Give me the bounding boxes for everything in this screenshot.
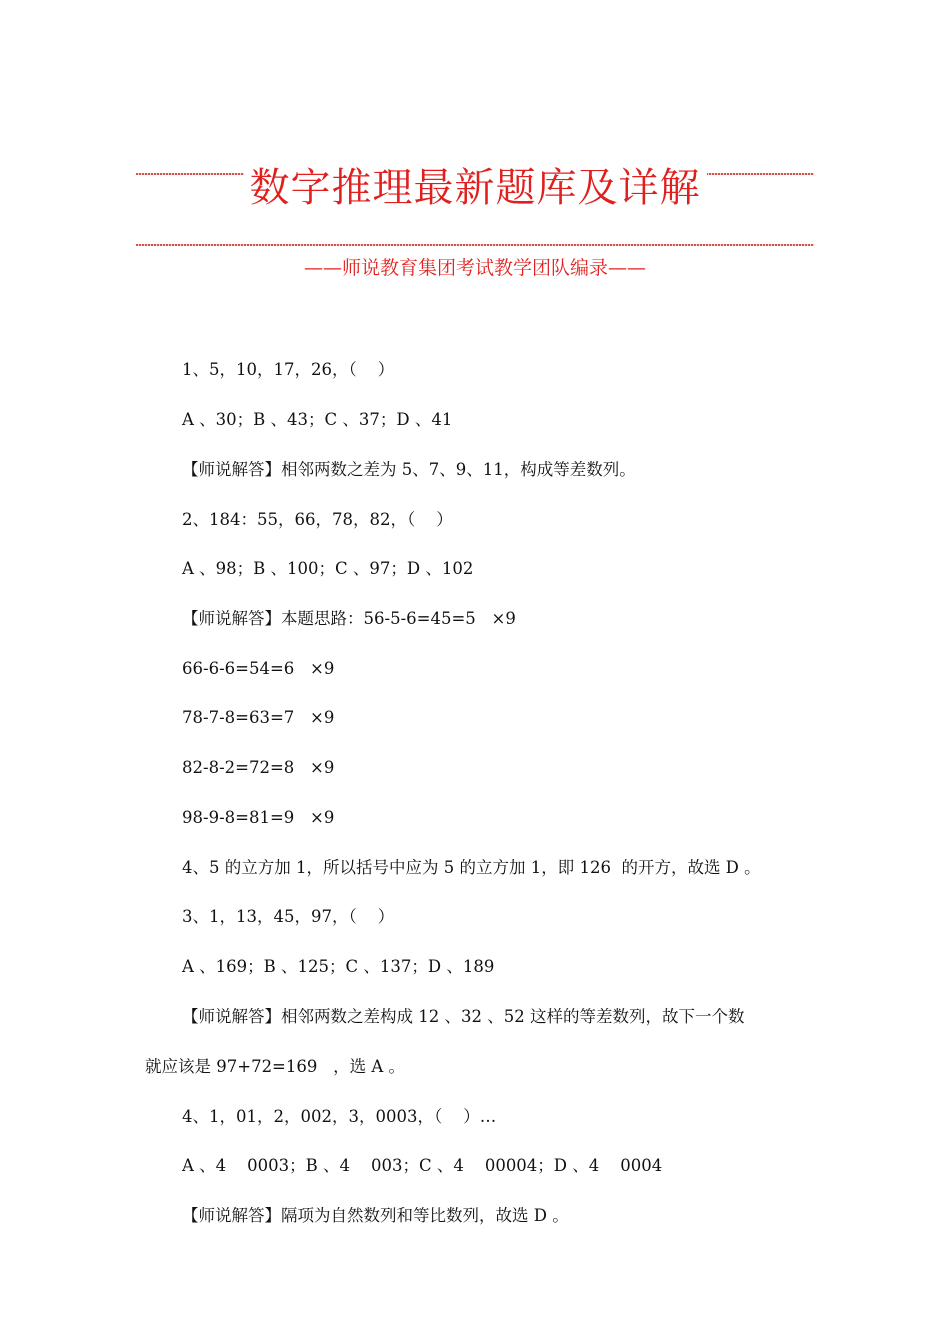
question-2-note: 4、5 的立方加 1，所以括号中应为 5 的立方加 1，即 126 的开方，故选 D 。 [182,858,761,877]
question-2-step: 66-6-6=54=6 ×9 [182,659,335,678]
question-2: 2、184：55，66，78，82，（ ） [182,510,453,529]
question-2-answer: 【师说解答】本题思路：56-5-6=45=5 ×9 [182,609,516,628]
question-2-step: 78-7-8=63=7 ×9 [182,708,335,727]
question-3-answer-continued: 就应该是 97+72=169 ，选 A 。 [145,1057,406,1076]
question-4-answer: 【师说解答】隔项为自然数列和等比数列，故选 D 。 [182,1206,569,1225]
title-bottom-rule [132,242,818,248]
question-2-step: 82-8-2=72=8 ×9 [182,758,335,777]
document-subtitle: ——师说教育集团考试教学团队编录—— [303,257,646,279]
question-3: 3、1，13，45，97，（ ） [182,907,395,926]
question-3-answer: 【师说解答】相邻两数之差构成 12 、32 、52 这样的等差数列，故下一个数 [182,1007,745,1026]
question-4: 4、1，01，2，002，3，0003，（ ）… [182,1107,497,1126]
question-1-answer: 【师说解答】相邻两数之差为 5、7、9、11，构成等差数列。 [182,460,636,479]
question-2-step: 98-9-8=81=9 ×9 [182,808,335,827]
question-3-options: A 、169；B 、125；C 、137；D 、189 [182,957,495,976]
question-1-options: A 、30；B 、43；C 、37；D 、41 [182,410,453,429]
document-title [0,160,950,216]
question-2-options: A 、98；B 、100；C 、97；D 、102 [182,559,474,578]
document-title-text: 数字推理最新题库及详解 [244,165,707,211]
question-1: 1、5，10，17，26，（ ） [182,360,395,379]
question-4-options: A 、4 0003；B 、4 003；C 、4 00004；D 、4 0004 [182,1156,663,1175]
